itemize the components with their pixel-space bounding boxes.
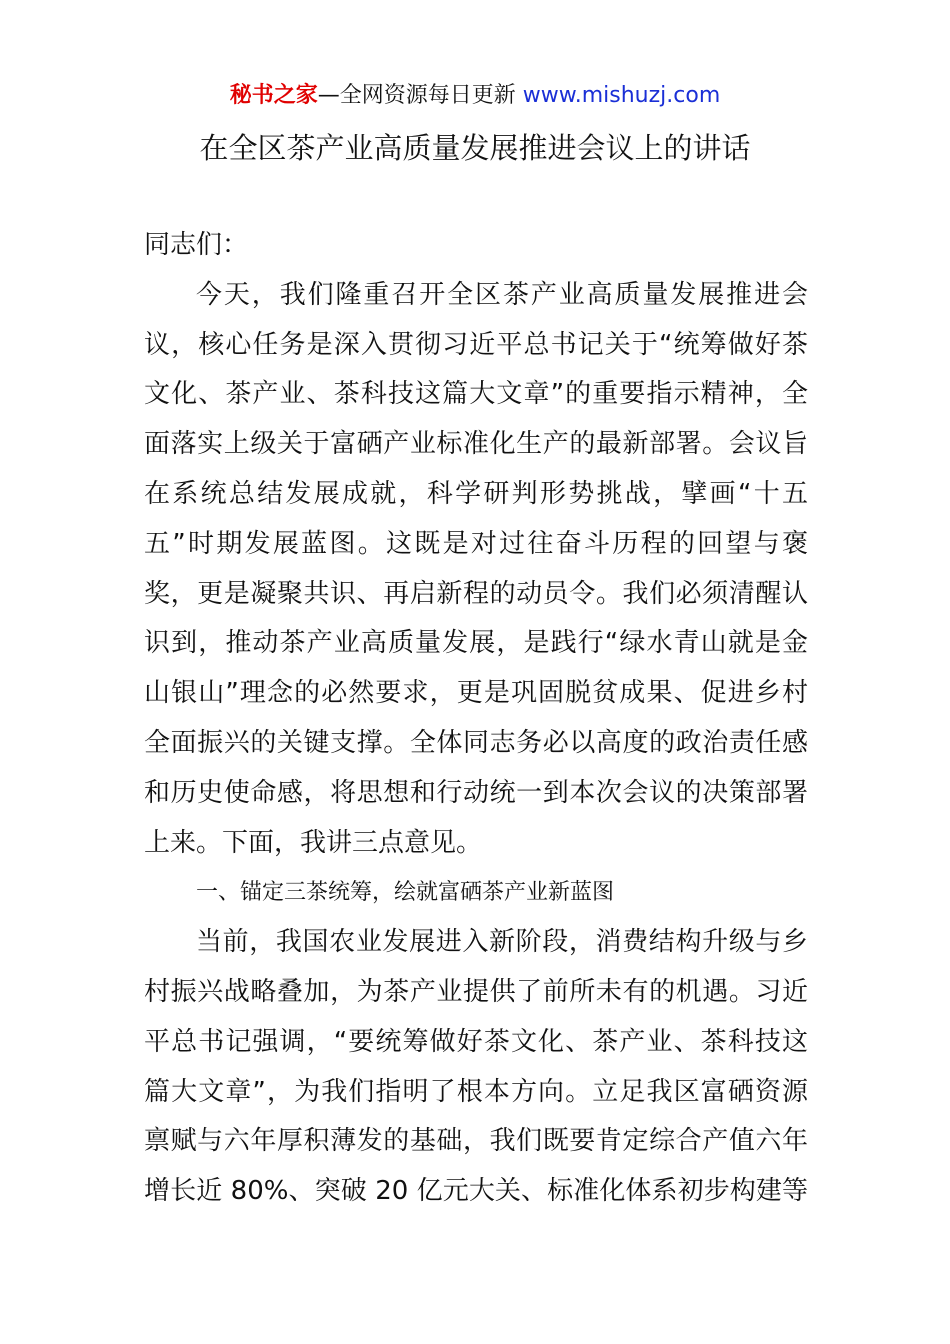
paragraph-line: 当前，我国农业发展进入新阶段，消费结构升级与乡	[196, 927, 808, 958]
document-title: 在全区茶产业高质量发展推进会议上的讲话	[199, 131, 751, 165]
paragraph-line: 面落实上级关于富硒产业标准化生产的最新部署。会议旨	[144, 429, 808, 460]
paragraph-line: 禀赋与六年厚积薄发的基础，我们既要肯定综合产值六年	[144, 1126, 808, 1157]
paragraph-line: 今天，我们隆重召开全区茶产业高质量发展推进会	[196, 279, 808, 310]
paragraph-line: 篇大文章”，为我们指明了根本方向。立足我区富硒资源	[144, 1076, 808, 1107]
paragraph-line: 议，核心任务是深入贯彻习近平总书记关于“统筹做好茶	[144, 329, 808, 360]
paragraph-line: 五”时期发展蓝图。这既是对过往奋斗历程的回望与褒	[144, 528, 808, 559]
paragraph-line: 和历史使命感，将思想和行动统一到本次会议的决策部署	[144, 777, 808, 808]
site-header	[0, 79, 950, 113]
site-tagline: —全网资源每日更新	[317, 83, 516, 108]
section-heading: 一、锚定三茶统筹，绘就富硒茶产业新蓝图	[196, 880, 615, 906]
paragraph-line: 山银山”理念的必然要求，更是巩固脱贫成果、促进乡村	[144, 678, 808, 709]
paragraph-line: 村振兴战略叠加，为茶产业提供了前所未有的机遇。习近	[144, 976, 808, 1007]
site-url-link[interactable]: www.mishuzj.com	[522, 83, 721, 108]
paragraph-line: 全面振兴的关键支撑。全体同志务必以高度的政治责任感	[144, 727, 808, 758]
site-name: 秘书之家	[229, 83, 318, 108]
paragraph-line: 平总书记强调，“要统筹做好茶文化、茶产业、茶科技这	[144, 1026, 808, 1057]
document-body	[144, 221, 808, 1217]
paragraph-line: 增长近 80%、突破 20 亿元大关、标准化体系初步构建等	[144, 1176, 808, 1207]
paragraph-line: 奖，更是凝聚共识、再启新程的动员令。我们必须清醒认	[144, 578, 808, 609]
paragraph-line: 上来。下面，我讲三点意见。	[144, 827, 483, 858]
salutation: 同志们：	[144, 230, 249, 260]
paragraph-line: 文化、茶产业、茶科技这篇大文章”的重要指示精神，全	[144, 379, 808, 410]
paragraph-line: 识到，推动茶产业高质量发展，是践行“绿水青山就是金	[144, 628, 808, 659]
paragraph-line: 在系统总结发展成就，科学研判形势挑战，擘画“十五	[144, 478, 808, 509]
